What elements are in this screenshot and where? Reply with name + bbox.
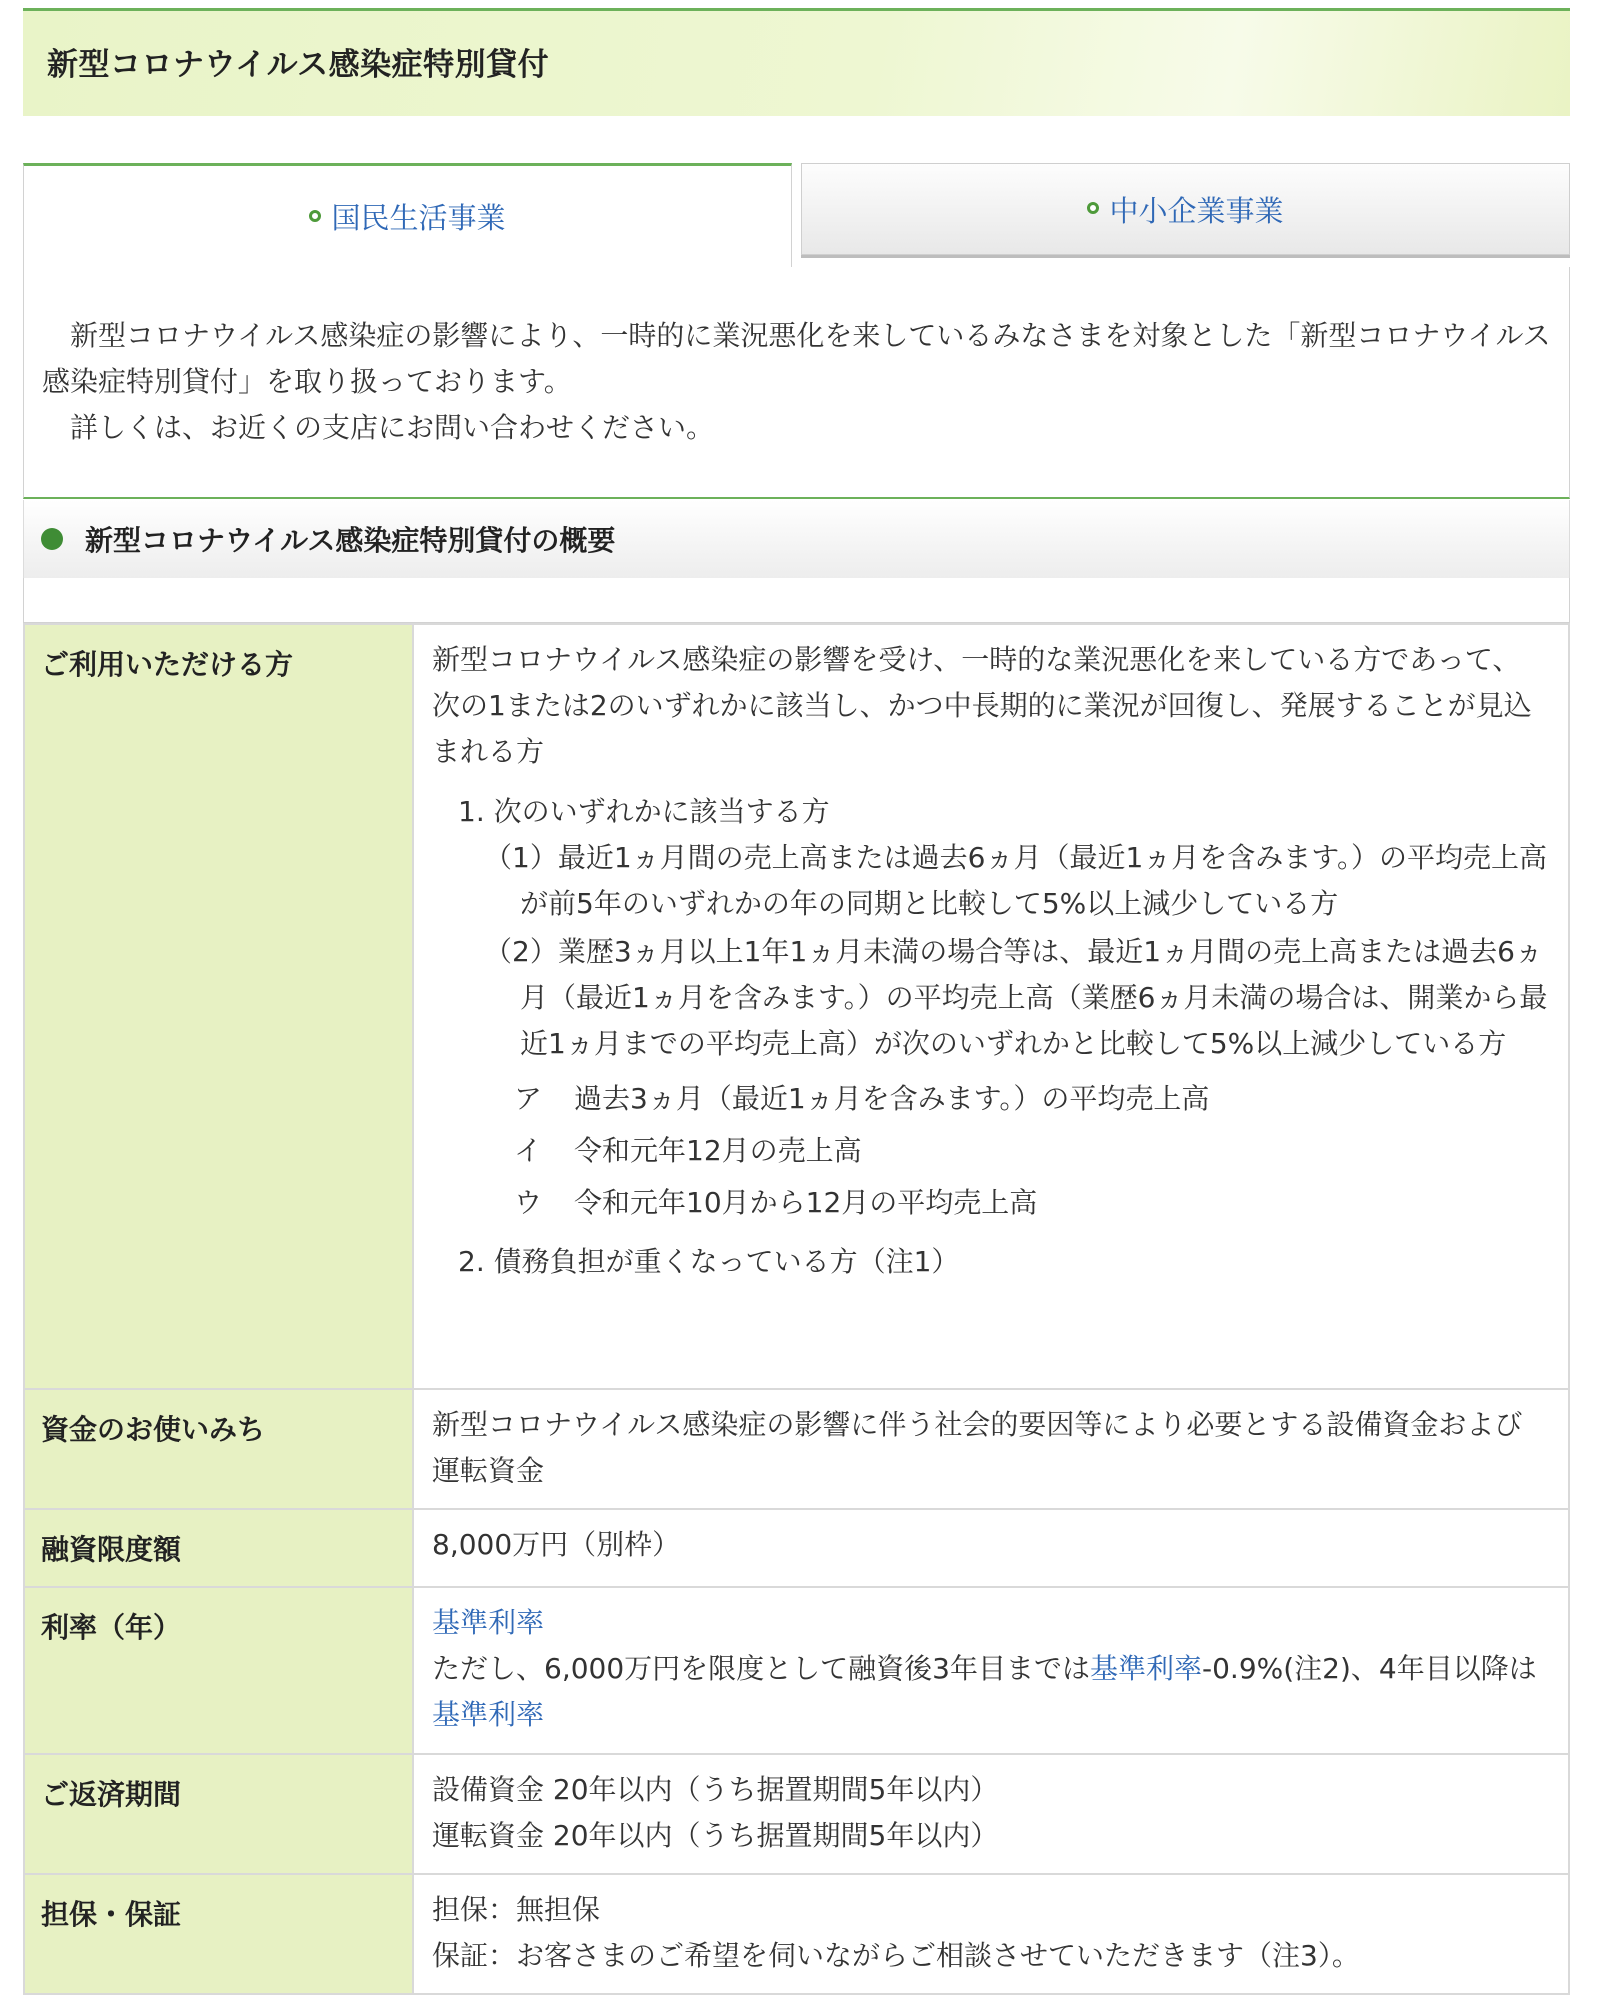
- rate-text: ただし、6,000万円を限度として融資後3年目までは基準利率-0.9%(注2)、4年目以降は基準利率: [432, 1652, 1537, 1731]
- list-item: 1. 次のいずれかに該当する方: [458, 795, 830, 828]
- row-header: 資金のお使いみち: [24, 1389, 413, 1509]
- table-row: [24, 1509, 1569, 1587]
- tab-chusho-kigyo[interactable]: [801, 163, 1570, 255]
- repay-equipment: 設備資金 20年以内（うち据置期間5年以内）: [432, 1773, 999, 1806]
- tab-kokumin-seikatsu[interactable]: [23, 163, 792, 267]
- base-rate-link[interactable]: 基準利率: [432, 1606, 545, 1639]
- row-value: 新型コロナウイルス感染症の影響に伴う社会的要因等により必要とする設備資金および運転資金: [413, 1389, 1569, 1509]
- section-spacer: [23, 578, 1570, 623]
- table-row: [24, 1874, 1569, 1994]
- kana-list: [514, 1073, 1548, 1229]
- table-row: [24, 624, 1569, 1389]
- condition-list: [458, 789, 1548, 1285]
- base-rate-link[interactable]: 基準利率: [432, 1698, 545, 1731]
- list-item: イ 令和元年12月の売上高: [514, 1134, 862, 1167]
- list-item: ウ 令和元年10月から12月の平均売上高: [514, 1186, 1038, 1219]
- list-item: ア 過去3ヵ月（最近1ヵ月を含みます。）の平均売上高: [514, 1082, 1210, 1115]
- page-title: 新型コロナウイルス感染症特別貸付: [47, 47, 550, 83]
- row-value: [413, 1587, 1569, 1754]
- section-title: 新型コロナウイルス感染症特別貸付の概要: [85, 524, 616, 557]
- list-item: 2. 債務負担が重くなっている方（注1）: [458, 1245, 960, 1278]
- row-header: 融資限度額: [24, 1509, 413, 1587]
- row-value: [413, 1754, 1569, 1874]
- title-banner: [23, 8, 1570, 116]
- row-header: 担保・保証: [24, 1874, 413, 1994]
- row-value: [413, 624, 1569, 1389]
- row-value: 8,000万円（別枠）: [413, 1509, 1569, 1587]
- intro-box: [23, 267, 1570, 499]
- eligible-text: 新型コロナウイルス感染症の影響を受け、一時的な業況悪化を来している方であって、次の1または2のいずれかに該当し、かつ中長期的に業況が回復し、発展することが見込まれる方: [432, 643, 1532, 768]
- tab-label: 国民生活事業: [331, 201, 506, 235]
- collateral-line: 担保：無担保: [432, 1893, 601, 1926]
- guarantee-line: 保証：お客さまのご希望を伺いながらご相談させていただきます（注3）。: [432, 1939, 1360, 1972]
- intro-paragraph: 詳しくは、お近くの支店にお問い合わせください。: [70, 411, 715, 444]
- sub-item: （2）業歴3ヵ月以上1年1ヵ月未満の場合等は、最近1ヵ月間の売上高または過去6ヵ月（最近1ヵ月を含みます。）の平均売上高（業歴6ヵ月未満の場合は、開業から最近1ヵ月までの平均売上高）が次のいずれかと比較して5%以上減少している方: [484, 935, 1548, 1060]
- base-rate-link[interactable]: 基準利率: [1089, 1652, 1202, 1685]
- overview-table: [23, 623, 1570, 1995]
- circle-bullet-icon: [309, 210, 321, 222]
- row-header: 利率（年）: [24, 1587, 413, 1754]
- row-header: ご利用いただける方: [24, 624, 413, 1389]
- table-row: [24, 1389, 1569, 1509]
- table-row: [24, 1587, 1569, 1754]
- table-row: [24, 1754, 1569, 1874]
- page-wrapper: [23, 8, 1570, 1972]
- row-header: ご返済期間: [24, 1754, 413, 1874]
- sub-item: （1）最近1ヵ月間の売上高または過去6ヵ月（最近1ヵ月を含みます。）の平均売上高が前5年のいずれかの年の同期と比較して5%以上減少している方: [484, 841, 1548, 920]
- tab-bar: [23, 163, 1570, 267]
- circle-bullet-icon: [1087, 202, 1099, 214]
- row-value: [413, 1874, 1569, 1994]
- section-header: [23, 500, 1570, 578]
- intro-paragraph: 新型コロナウイルス感染症の影響により、一時的に業況悪化を来しているみなさまを対象とした「新型コロナウイルス感染症特別貸付」を取り扱っております。: [42, 319, 1551, 398]
- tab-label: 中小企業事業: [1109, 193, 1284, 228]
- repay-operating: 運転資金 20年以内（うち据置期間5年以内）: [432, 1819, 999, 1852]
- green-dot-icon: [41, 528, 63, 550]
